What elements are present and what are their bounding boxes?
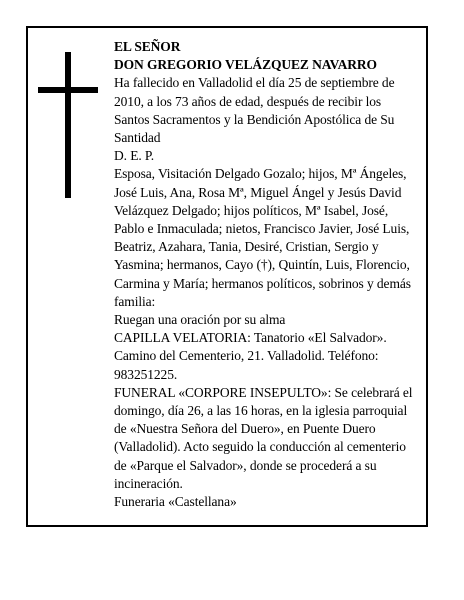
cross-icon <box>38 52 98 198</box>
family-list: Esposa, Visitación Delgado Gozalo; hijos, Mª Ángeles, José Luis, Ana, Rosa Mª, Miguel Ángel y Jesús David Velázquez Delgado; hijos políticos, Mª Isabel, José, Pablo e Inmaculada; nietos, Francisco Javier, José Luis, Beatriz, Azahara, Tania, Desiré, Cristian, Sergio y Yasmina; hermanos, Cayo (†), Quintín, Luis, Florencio, Carmina y María; hermanos políticos, sobrinos y demás familia: <box>114 166 411 309</box>
death-announcement: Ha fallecido en Valladolid el día 25 de septiembre de 2010, a los 73 años de edad, después de recibir los Santos Sacramentos y la Bendición Apostólica de Su Santidad <box>114 75 395 146</box>
funeral-info: FUNERAL «CORPORE INSEPULTO»: Se celebrará el domingo, día 26, a las 16 horas, en la iglesia parroquial de «Nuestra Señora del Duero», en Puente Duero (Valladolid). Acto seguido la conducción al cementerio de «Parque el Salvador», donde se procederá a su incineración. <box>114 384 413 491</box>
prayer-request: Ruegan una oración por su alma <box>114 312 286 328</box>
rip-line: D. E. P. <box>114 148 155 164</box>
cross-horizontal-bar <box>38 87 98 93</box>
funeral-home: Funeraria «Castellana» <box>114 494 237 510</box>
obituary-text <box>114 38 418 511</box>
deceased-name: DON GREGORIO VELÁZQUEZ NAVARRO <box>114 57 377 73</box>
heading-title: EL SEÑOR <box>114 39 181 54</box>
wake-info: CAPILLA VELATORIA: Tanatorio «El Salvador». Camino del Cementerio, 21. Valladolid. Teléfono: 983251225. <box>114 330 387 382</box>
cross-vertical-bar <box>65 52 71 198</box>
